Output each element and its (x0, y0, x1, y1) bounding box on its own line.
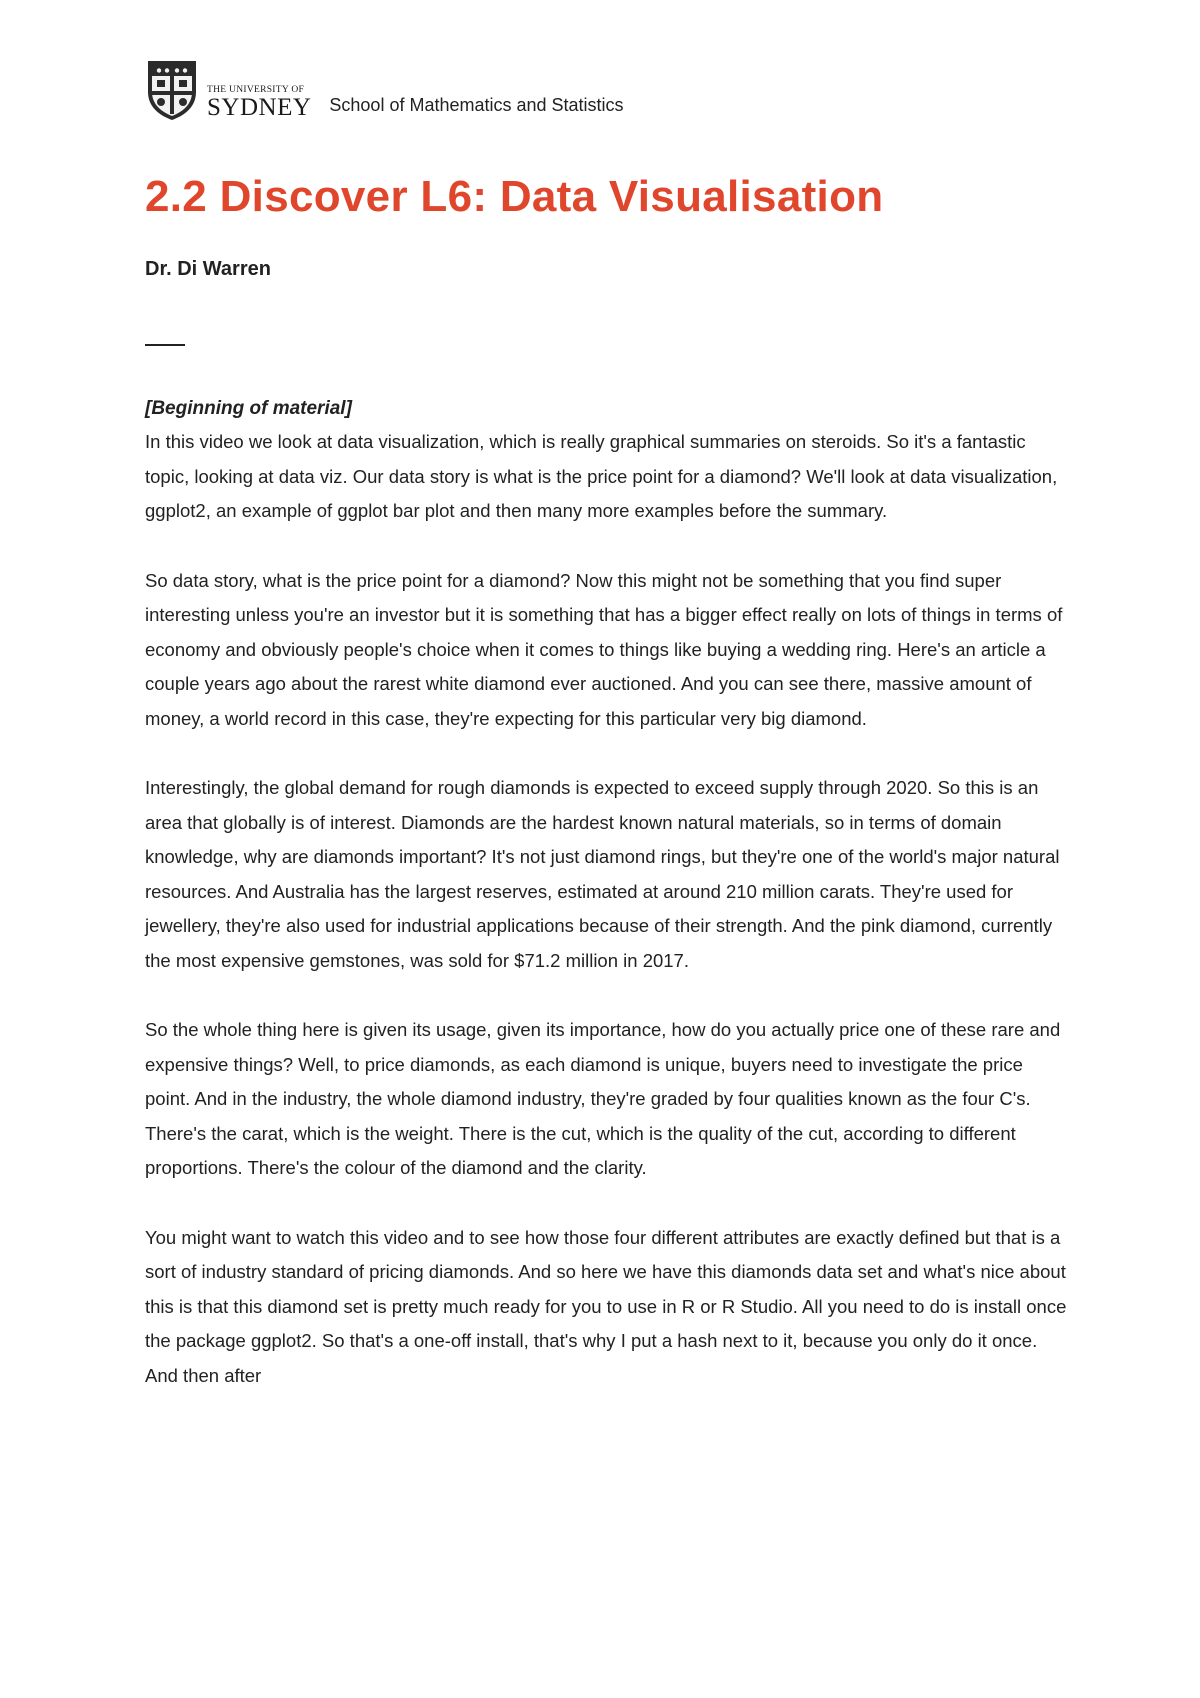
paragraph: In this video we look at data visualization, which is really graphical summaries on steroids. So it's a fantastic topic, looking at data viz. Our data story is what is the price point for a diamond? We'll look at data visualization, ggplot2, an example of ggplot bar plot and then many more examples before the summary. (145, 431, 1058, 521)
university-wordmark (207, 85, 311, 122)
paragraph: You might want to watch this video and to see how those four different attributes are exactly defined but that is a sort of industry standard of pricing diamonds. And so here we have this diamonds data set and what's nice about this is that this diamond set is pretty much ready for you to use in R or R Studio. All you need to do is install once the package ggplot2. So that's a one-off install, that's why I put a hash next to it, because you only do it once. And then after (145, 1226, 1067, 1386)
university-crest-icon (145, 58, 199, 122)
divider (145, 344, 185, 346)
transcript-body (145, 393, 1070, 1428)
university-name-large: SYDNEY (207, 94, 312, 121)
paragraph: Interestingly, the global demand for rough diamonds is expected to exceed supply through 2020. So this is an area that globally is of interest. Diamonds are the hardest known natural materials, so in terms of domain knowledge, why are diamonds important? It's not just diamond rings, but they're one of the world's major natural resources. And Australia has the largest reserves, estimated at around 210 million carats. They're used for jewellery, they're also used for industrial applications because of their strength. And the pink diamond, currently the most expensive gemstones, was sold for $71.2 million in 2017. (145, 777, 1060, 971)
university-name-small: THE UNIVERSITY OF (207, 85, 305, 95)
school-name: School of Mathematics and Statistics (329, 95, 624, 115)
paragraph: So the whole thing here is given its usage, given its importance, how do you actually price one of these rare and expensive things? Well, to price diamonds, as each diamond is unique, buyers need to investigate the price point. And in the industry, the whole diamond industry, they're graded by four qualities known as the four C's. There's the carat, which is the weight. There is the cut, which is the quality of the cut, according to different proportions. There's the colour of the diamond and the clarity. (145, 1019, 1061, 1178)
author-name: Dr. Di Warren (145, 258, 271, 280)
paragraph: So data story, what is the price point for a diamond? Now this might not be something that you find super interesting unless you're an investor but it is something that has a bigger effect really on lots of things in terms of economy and obviously people's choice when it comes to things like buying a wedding ring. Here's an article a couple years ago about the rarest white diamond ever auctioned. And you can see there, massive amount of money, a world record in this case, they're expecting for this particular very big diamond. (145, 569, 1063, 729)
page-title: 2.2 Discover L6: Data Visualisation (145, 172, 884, 221)
page-header (145, 56, 624, 122)
section-marker: [Beginning of material] (145, 398, 352, 419)
